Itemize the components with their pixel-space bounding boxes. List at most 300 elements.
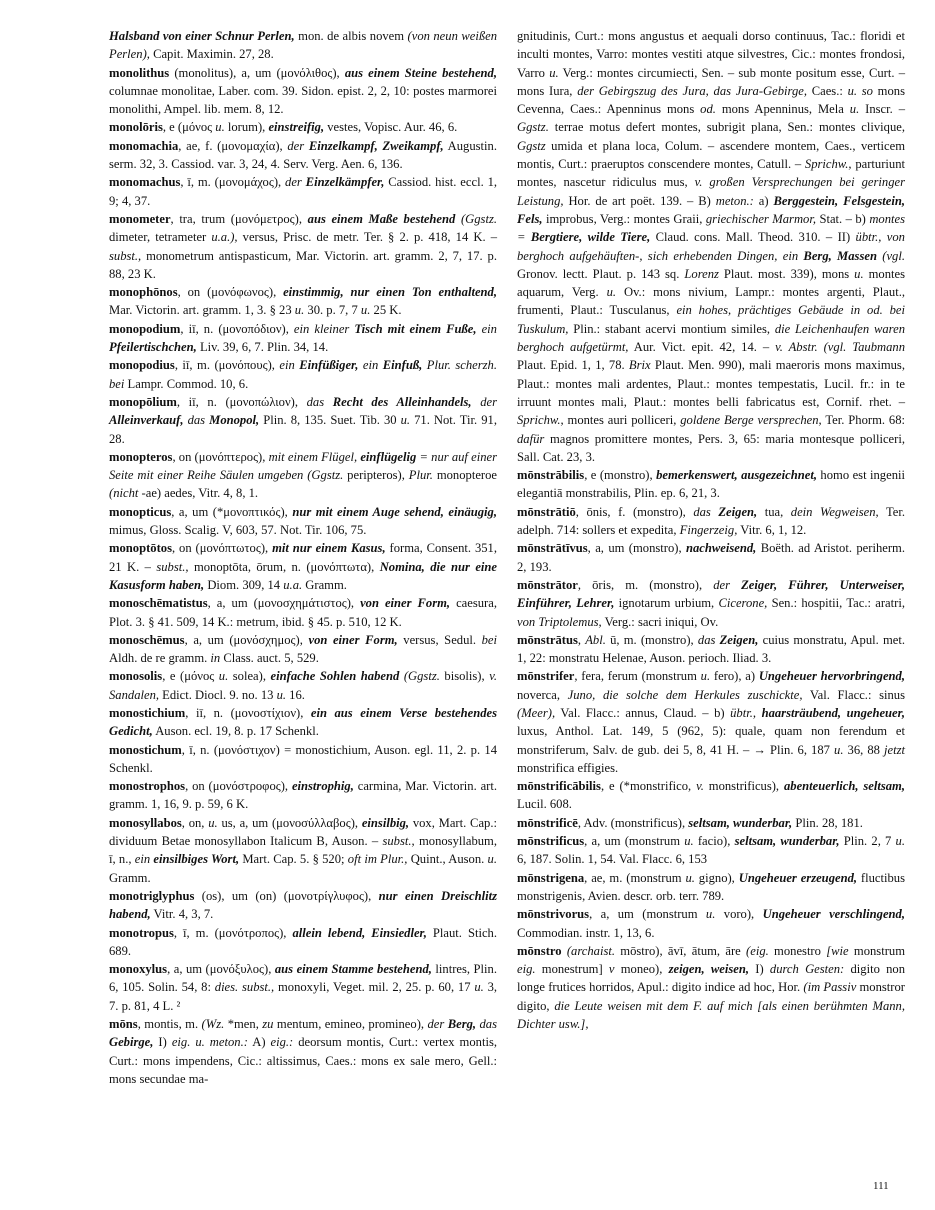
entry-text: , ōnis, f. (monstro), [575, 504, 694, 519]
entry-text: parturiunt montes, nascetur ridiculus mus, [517, 157, 905, 190]
entry-text: Caes.: [806, 83, 848, 98]
annotation: der [471, 394, 497, 409]
annotation: zu [262, 1017, 274, 1032]
entry-text: Gronov. lectt. Plaut. p. 143 sq. [517, 266, 685, 281]
translation: Monopol, [209, 413, 260, 428]
entry-text: Cassiod. hist. eccl. 1, 9; 4, 37. [109, 175, 498, 208]
annotation: montes = [517, 211, 906, 245]
entry-text: Ov.: mons nivium, Lampr.: montes argenti, Plaut., frumenti, Plaut.: Tusculanus, [517, 285, 905, 318]
annotation: Juno, die solche dem Herkules zuschickte, [567, 687, 803, 702]
annotation: u. so [847, 83, 873, 98]
annotation: u. [487, 852, 497, 867]
headword: mōnstrābilis [517, 468, 585, 483]
entry-text: vestes, Vopisc. Aur. 46, 6. [324, 120, 458, 135]
translation: Einzelkämpfer, [305, 175, 385, 190]
annotation: u. [294, 303, 305, 318]
annotation: das [693, 504, 719, 519]
annotation: v. Sandalen, [109, 669, 498, 702]
translation: von einer Form, [360, 596, 451, 611]
entry-text: Commodian. instr. 1, 13, 6. [517, 925, 655, 940]
entry-text: Aldh. de re gramm. [109, 651, 211, 666]
entry-text: mōstro), āvī, ātum, āre [615, 943, 747, 958]
annotation: mit einem Flügel, [268, 449, 361, 464]
entry-text: 36, 88 [843, 742, 884, 757]
entry-text: , montis, m. [137, 1017, 202, 1032]
entry-text: Gramm. [109, 870, 151, 885]
annotation: u. [360, 303, 371, 318]
entry-text: , a, um (μονοσχημάτιστος), [207, 596, 361, 611]
annotation: (eig. [746, 943, 769, 958]
translation: seltsam, wunderbar, [734, 834, 840, 849]
headword: monomachia [109, 138, 179, 153]
annotation: v. Abstr. (vgl. Taubmann [775, 340, 905, 355]
annotation: v [608, 962, 615, 977]
entry-text: , a, um (μονόσχημος), [184, 632, 309, 647]
entry-text: caesura, Plot. 3. § 41. 509, 14 K.: metrum, ibid. § 45. p. 510, 12 K. [109, 596, 497, 629]
entry-text: , e (μόνος [162, 120, 216, 135]
entry-text: cuius monstratu, Apul. met. 1, 22: monstratu Helenae, Auson. perioch. Iliad. 3. [517, 632, 905, 666]
headword: monoxylus [109, 962, 168, 977]
entry-text: mimus, Gloss. Scalig. V, 603, 57. Not. Tir. 106, 75. [109, 523, 367, 538]
right-column [517, 27, 905, 1033]
headword: monoschēmatistus [109, 596, 208, 611]
entry-text: monoptōta, ōrum, n. (μονόπτωτα), [188, 559, 380, 574]
dictionary-entry [517, 466, 905, 503]
entry-text: fluctibus monstrigenis, Avien. descr. orb. terr. 789. [517, 870, 905, 903]
entry-text: , on (μονόστροφος), [185, 779, 292, 794]
entry-text: Verg.: sacri iniqui, Ov. [601, 614, 719, 629]
entry-text: , tra, trum (μονόμετρος), [170, 211, 308, 226]
annotation: von Triptolemus, [517, 614, 602, 629]
entry-text: Plin.: stabant acervi montium similes, [568, 321, 775, 336]
translation: nur einen Dreischlitz habend, [109, 888, 497, 922]
dictionary-entry [109, 924, 497, 961]
annotation: Plur. scherzh. bei [109, 358, 497, 391]
dictionary-entry [109, 777, 497, 814]
translation: Ungeheuer erzeugend, [738, 870, 858, 885]
entry-text: monoxyli, Veget. mil. 2, 25. p. 60, 17 [274, 980, 475, 995]
annotation: ein [476, 321, 497, 336]
dictionary-entry [517, 667, 905, 777]
entry-text: , ī, m. (μονότροπος), [173, 925, 293, 940]
dictionary-entry [109, 704, 497, 741]
entry-text: monstrificus), [703, 779, 784, 794]
translation: einsilbig, [361, 815, 410, 830]
entry-text: Lampr. Commod. 10, 6. [124, 376, 249, 391]
entry-text: Vitr. 6, 1, 12. [737, 523, 807, 538]
entry-text: Augustin. serm. 32, 3. Cassiod. var. 3, 24, 4. Serv. Verg. Aen. 6, 136. [109, 138, 497, 172]
annotation: eig. u. meton.: [171, 1035, 248, 1050]
entry-text: , on (μονόπτωτος), [171, 541, 273, 556]
entry-text: , a, um (monstrum [584, 834, 685, 849]
entry-text: , a, um (μονόξυλος), [167, 962, 275, 977]
headword: mōnstrātīvus [517, 541, 588, 556]
annotation: v. großen Versprechungen bei geringer Leistung, [517, 175, 905, 208]
headword: monostichum [109, 742, 182, 757]
dictionary-entry [517, 905, 905, 942]
translation: Gebirge, [109, 1035, 154, 1050]
annotation: u. [849, 102, 860, 117]
entry-text: , e (μόνος [162, 669, 219, 684]
entry-text: mons Cevenna, Caes.: Apenninus mons [517, 83, 905, 117]
annotation: u. [834, 742, 844, 757]
entry-text: , ōris, m. (monstro), [577, 577, 714, 592]
entry-text: Val. Flacc.: annus, Claud. – b) [555, 705, 731, 720]
entry-text: 3, 7. p. 81, 4 L. ² [109, 980, 498, 1013]
annotation: Fingerzeig, [679, 523, 738, 538]
dictionary-entry [517, 869, 905, 906]
translation: Alleinverkauf, [109, 413, 184, 428]
headword: monotropus [109, 925, 174, 940]
entry-text: versus, Sedul. [397, 632, 482, 647]
entry-text: Edict. Diocl. 9. no. 13 [159, 687, 277, 702]
entry-text: 30. p. 7, 7 [304, 303, 361, 318]
translation: einstreifig, [268, 120, 325, 135]
entry-text: fero), a) [710, 669, 759, 684]
entry-text: , ae, m. (monstrum [584, 870, 686, 885]
annotation: (im Passiv [803, 980, 857, 995]
entry-text: , on (μονόφωνος), [177, 285, 284, 300]
entry-text: Sen.: hospitii, Tac.: aratri, [767, 596, 905, 611]
dictionary-entry [517, 777, 905, 814]
entry-text: magnos promittere montes, Pers. 3, 65: maria montesque polliceri, Sall. Cat. 23, 3. [517, 431, 905, 464]
page-number: 111 [873, 1180, 889, 1192]
annotation: u. [549, 65, 559, 80]
annotation: oft im Plur., [347, 852, 408, 867]
annotation: die Leute weisen mit dem F. auf mich [als einen berühmten Mann, Dichter usw.], [517, 998, 905, 1032]
annotation: [wie [826, 943, 849, 958]
translation: Halsband von einer Schnur Perlen, [109, 29, 295, 43]
annotation: dein Wegweisen, [790, 504, 879, 519]
entry-text: luxus, Anthol. Lat. 149, 5 (962, 5): quale, quam non ferendum et monstriferum, Salv. de gub. dei 5, 8, 41 H. – → Plin. 6, 187 [517, 724, 905, 757]
entry-text: deorsum montis, Curt.: vertex montis, Curt.: mons impendens, Cic.: altissimus, Caes.: mons ex sale mero, Gell.: mons secundae ma- [109, 1035, 497, 1086]
entry-text: Plaut. most. 339), mons [718, 266, 855, 281]
entry-text: , Adv. (monstrificus), [577, 815, 689, 830]
annotation: meton.: [715, 193, 754, 208]
entry-text: Plaut. Stich. 689. [109, 925, 497, 958]
entry-text: , iī, n. (μονοπόδιον), [180, 321, 294, 336]
entry-text: , [577, 632, 586, 647]
entry-text: monosyllabum, ī, n., [109, 834, 497, 867]
translation: von einer Form, [308, 632, 398, 647]
dictionary-entry [109, 64, 497, 119]
entry-text: Vitr. 4, 3, 7. [150, 907, 214, 922]
entry-text: Mar. Victorin. art. gramm. 1, 3. § 23 [109, 303, 295, 318]
annotation: der [285, 175, 306, 190]
headword: mōnstrificē [517, 815, 578, 830]
entry-text: digito non longe frutices horridos, Apul.: digito indice ad hoc, Hor. [517, 962, 906, 995]
entry-text: Inscr. – [859, 102, 905, 117]
headword: monomachus [109, 175, 181, 190]
headword: monometer [109, 211, 171, 226]
annotation: das [183, 413, 210, 428]
translation: ein aus einem Verse bestehendes Gedicht, [109, 705, 497, 739]
translation: Recht des Alleinhandels, [332, 394, 472, 409]
dictionary-entry [109, 393, 497, 448]
entry-text: peripteros), [343, 468, 409, 483]
annotation: u. [700, 669, 711, 684]
entry-text: , on (μονόπτερος), [172, 449, 269, 464]
entry-text: A) [247, 1035, 271, 1050]
entry-text: vox, Mart. Cap.: dividuum Betae monosyllabon Italicum B, Auson. – [109, 815, 497, 849]
headword: monosyllabos [109, 815, 182, 830]
headword: monopodius [109, 358, 175, 373]
headword: monostichium [109, 705, 186, 720]
annotation: das [476, 1017, 497, 1032]
annotation: u. [895, 834, 905, 849]
headword: monopticus [109, 504, 172, 519]
headword: mōns [109, 1017, 138, 1032]
annotation: ein [279, 358, 300, 373]
entry-text: monopteroe [432, 468, 497, 483]
entry-text: improbus, Verg.: montes Graii, [542, 211, 706, 226]
annotation: Sprichw., [804, 157, 852, 172]
translation: abenteuerlich, seltsam, [783, 779, 905, 794]
entry-text: mon. de albis novem [294, 29, 408, 43]
headword: monopteros [109, 449, 173, 464]
headword: mōnstrātus [517, 632, 578, 647]
annotation: Cicerone, [718, 596, 768, 611]
dictionary-entry [517, 631, 905, 668]
dictionary-entry [109, 137, 497, 174]
translation: mit nur einem Kasus, [272, 541, 386, 556]
annotation: subst., [156, 559, 189, 574]
translation: Zeigen, [718, 504, 758, 519]
entry-text: bisolis), [439, 669, 490, 684]
entry-text: (os), um (on) (μονοτρίγλυφος), [194, 888, 379, 903]
entry-text: mentum, emineo, promineo), [273, 1017, 428, 1032]
translation: Berg, [447, 1017, 477, 1032]
translation: Berg, Massen [803, 248, 877, 263]
annotation: u.a.), [211, 230, 238, 245]
entry-text: Ter. Phorm. 68: [821, 413, 905, 428]
translation: Ungeheuer verschlingend, [762, 907, 905, 922]
left-column [109, 27, 497, 1088]
annotation: u. [854, 266, 864, 281]
entry-text: Plin. 8, 135. Suet. Tib. 30 [259, 413, 401, 428]
entry-text: , a, um (monstrum [589, 907, 706, 922]
annotation: goldene Berge versprechen, [680, 413, 822, 428]
annotation: u. [474, 980, 484, 995]
dictionary-entry [109, 173, 497, 210]
entry-text: tua, [757, 504, 791, 519]
entry-text: I) [153, 1035, 172, 1050]
annotation: (vgl. [882, 248, 905, 263]
dictionary-entry [517, 832, 905, 869]
translation: einsilbiges Wort, [153, 852, 240, 867]
headword: monolithus [109, 65, 170, 80]
translation: aus einem Stamme bestehend, [274, 962, 432, 977]
annotation: u.a. [283, 577, 303, 592]
annotation: v. [696, 779, 704, 794]
entry-text: , ī, n. (μονόστιχον) = monostichium, Auson. egl. 11, 2. p. 14 Schenkl. [109, 742, 497, 775]
entry-text: Diom. 309, 14 [204, 577, 284, 592]
entry-text: 71. Not. Tir. 91, 28. [109, 413, 497, 446]
entry-text: ignotarum urbium, [614, 596, 719, 611]
entry-text: , ae, f. (μονομαχία), [178, 138, 288, 153]
translation: einflügelig [360, 449, 417, 464]
entry-text: Verg.: montes circumiecti, Sen. – sub monte positum esse, Curt. – mons Iura, [517, 65, 905, 98]
headword: monopodium [109, 321, 181, 336]
annotation: Ggstz [517, 138, 546, 153]
dictionary-entry [517, 576, 905, 631]
translation: Zeiger, Führer, Unterweiser, Einführer, Lehrer, [517, 577, 906, 611]
translation: Tisch mit einem Fuße, [354, 321, 477, 336]
entry-text: montes aquarum, Verg. [517, 266, 905, 300]
translation: Nomina, die nur eine Kasusform haben, [109, 559, 497, 592]
translation: Einzelkampf, Zweikampf, [308, 138, 444, 153]
entry-text: Class. auct. 5, 529. [220, 651, 319, 666]
entry-text: Auson. ecl. 19, 8. p. 17 Schenkl. [152, 724, 319, 739]
entry-text: Hor. de art poët. 139. – B) [563, 193, 716, 208]
translation: Einfüßiger, [299, 358, 359, 373]
entry-text: , e (*monstrifico, [600, 779, 697, 794]
headword: mōnstro [517, 943, 562, 958]
translation: zeigen, weisen, [668, 962, 750, 977]
annotation: der [713, 577, 742, 592]
dictionary-entry [109, 210, 497, 283]
annotation: ein kleiner [293, 321, 355, 336]
entry-text: Plaut. Epid. 1, 1, 78. [517, 358, 629, 373]
dictionary-entry [109, 539, 497, 594]
entry-text: us, a, um (μονοσύλλαβος), [217, 815, 362, 830]
translation: Pfeilertischchen, [109, 340, 197, 355]
annotation: subst., [382, 834, 415, 849]
annotation: Sprichw., [517, 413, 564, 428]
dictionary-entry [517, 539, 905, 576]
entry-text: gnitudinis, Curt.: mons angustus et aequali dorso continuus, Tac.: floridi et inculti montes, Varro: montes vestiti atque silvestres, Cic.: montes frondosi, Varro [517, 29, 905, 80]
annotation: u. [208, 815, 218, 830]
annotation: u. [218, 669, 229, 684]
annotation: die Leichenhaufen waren berghoch aufgetürmt, [517, 321, 905, 355]
annotation: eig.: [270, 1035, 294, 1050]
entry-text: Liv. 39, 6, 7. Plin. 34, 14. [196, 340, 329, 355]
annotation: der Gebirgszug des Jura, das Jura-Gebirge, [577, 83, 807, 98]
entry-text: monometrum antispasticum, Mar. Victorin. art. gramm. 2, 7, 17. p. 88, 23 K. [109, 248, 497, 281]
headword: mōnstrigena [517, 870, 585, 885]
entry-text: voro), [715, 907, 763, 922]
dictionary-entry [109, 631, 497, 668]
annotation: Plur. [408, 468, 433, 483]
entry-text: Claud. cons. Mall. Theod. 310. – II) [650, 230, 856, 245]
entry-text: columnae monolitae, Laber. com. 39. Sidon. epist. 2, 2, 10: postes marmorei monolithi, Ampel. lib. mem. 8, 12. [109, 83, 497, 117]
dictionary-entry [517, 942, 905, 1033]
annotation: (Ggstz. [403, 669, 440, 684]
entry-text: Mart. Cap. 5. § 520; [239, 852, 348, 867]
headword: monostrophos [109, 779, 186, 794]
entry-text: , ī, m. (μονομάχος), [180, 175, 286, 190]
entry-text: Aur. Vict. epit. 42, 14. – [628, 340, 776, 355]
annotation: der [287, 138, 309, 153]
dictionary-entry [109, 1015, 497, 1088]
headword: mōnstrificus [517, 834, 585, 849]
entry-text: Quint., Auson. [407, 852, 488, 867]
annotation: in [210, 651, 221, 666]
entry-text: , iī, n. (μονοστίχιον), [185, 705, 311, 720]
headword: monoptōtos [109, 541, 172, 556]
translation: bemerkenswert, ausgezeichnet, [656, 468, 817, 483]
entry-text: gigno), [694, 870, 739, 885]
entry-text: montes auri polliceri, [563, 413, 681, 428]
headword: mōnstrificābilis [517, 779, 601, 794]
annotation: griechischer Marmor, [705, 211, 817, 226]
translation: einstimmig, nur einen Ton enthaltend, [283, 285, 497, 300]
headword: monopōlium [109, 394, 177, 409]
entry-text: versus, Prisc. de metr. Ter. § 2. p. 418, 14 K. – [237, 230, 497, 245]
annotation: (archaist. [566, 943, 615, 958]
entry-text: 25 K. [370, 303, 402, 318]
annotation: ein [358, 358, 383, 373]
entry-text: , fera, ferum (monstrum [574, 669, 701, 684]
headword: monosolis [109, 669, 163, 684]
entry-text: I) [749, 962, 770, 977]
annotation: der [427, 1017, 448, 1032]
annotation: Ggstz. [517, 120, 549, 135]
entry-text: Plin. 2, 7 [839, 834, 896, 849]
annotation: dafür [517, 431, 545, 446]
annotation: u. [400, 413, 411, 428]
entry-text: facio), [693, 834, 735, 849]
dictionary-entry [517, 27, 905, 466]
dictionary-entry [109, 814, 497, 887]
entry-text: 16. [286, 687, 305, 702]
annotation: od. [700, 102, 716, 117]
headword: mōnstrātiō [517, 504, 576, 519]
annotation: ein hohes, prächtiges Gebäude in od. bei Tuskulum, [517, 303, 905, 336]
entry-text: lorum), [224, 120, 269, 135]
translation: einfache Sohlen habend [270, 669, 400, 684]
annotation: (Meer), [517, 705, 556, 720]
entry-text: terrae motus defert montes, subrigit plana, Sen.: montes clivique, [548, 120, 905, 135]
translation: nachweisend, [685, 541, 757, 556]
entry-text: monestrum] [535, 962, 609, 977]
headword: monophōnos [109, 285, 178, 300]
dictionary-entry [109, 667, 497, 704]
entry-text: (monolitus), a, um (μονόλιθος), [169, 65, 345, 80]
entry-text: 6, 187. Solin. 1, 54. Val. Flacc. 6, 153 [517, 852, 708, 867]
entry-text: monstrifica effigies. [517, 760, 619, 775]
annotation: übtr., [730, 705, 762, 720]
annotation: u. [606, 285, 617, 300]
headword: monolōris [109, 120, 163, 135]
translation: seltsam, wunderbar, [688, 815, 793, 830]
dictionary-entry [109, 960, 497, 1015]
annotation: u. [685, 870, 695, 885]
annotation: u. [684, 834, 694, 849]
annotation: (nicht [109, 486, 139, 501]
annotation: dies. subst., [214, 980, 275, 995]
entry-text: , a, um (*μονοπτικός), [171, 504, 293, 519]
dictionary-entry [109, 448, 497, 503]
annotation: subst., [109, 248, 142, 263]
annotation: jetzt [884, 742, 905, 757]
entry-text: , e (monstro), [584, 468, 657, 483]
entry-text: lintres, Plin. 6, 105. Solin. 54, 8: [109, 962, 497, 995]
entry-text: a) [753, 193, 774, 208]
annotation: das [306, 394, 333, 409]
annotation: durch Gesten: [769, 962, 845, 977]
translation: aus einem Maße bestehend [307, 211, 456, 226]
headword: monotriglyphus [109, 888, 195, 903]
dictionary-entry [109, 320, 497, 357]
entry-text: Ter. adelph. 714: sollers et expedita, [517, 504, 905, 538]
entry-text: Capit. Maximin. 27, 28. [149, 47, 274, 62]
translation: nur mit einem Auge sehend, einäugig, [292, 504, 497, 519]
entry-text: umida et plana loca, Colum. – ascendere montem, Caes., verticem montis, Curt.: praeruptos conscendere montes, Catull. – [517, 138, 905, 172]
translation: einstrophig, [291, 779, 354, 794]
headword: monoschēmus [109, 632, 185, 647]
entry-text: , a, um (monstro), [587, 541, 686, 556]
